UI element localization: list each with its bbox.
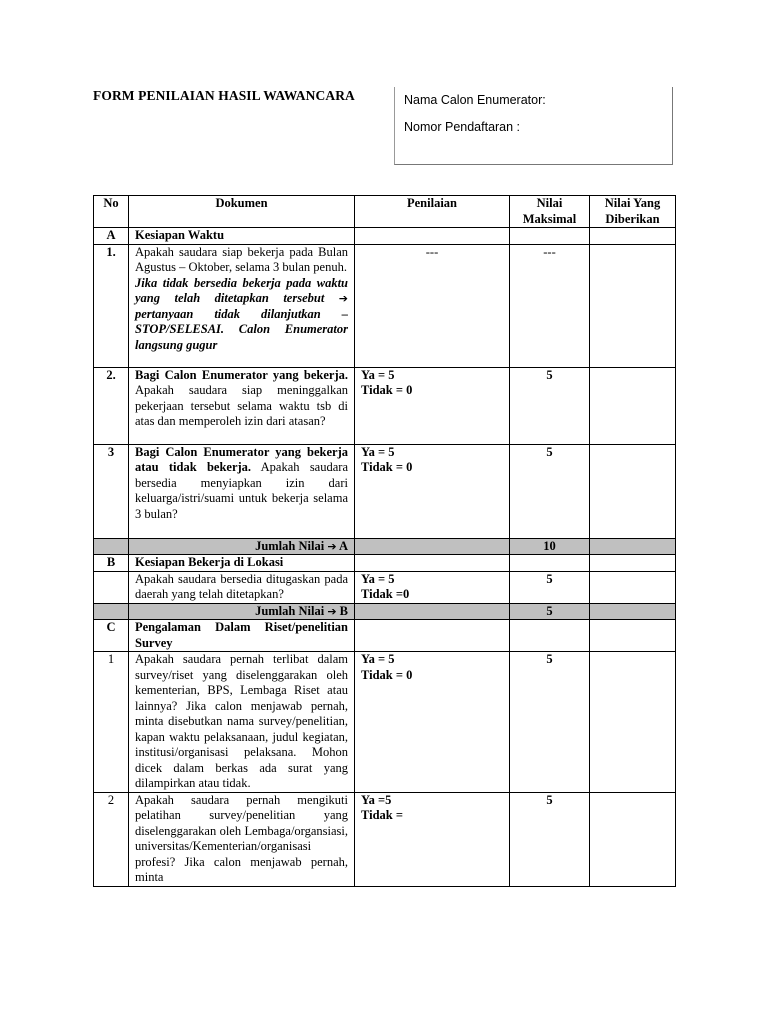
arrow-right-icon: ➔ [338,292,348,305]
section-b-title: Kesiapan Bekerja di Lokasi [129,555,355,572]
question-text: Apakah saudara siap bekerja pada Bulan Agustus – Oktober, selama 3 bulan penuh. [135,244,348,274]
table-row [94,244,676,367]
nilai-maksimal-cell: 5 [510,367,590,444]
nilai-maksimal-cell: 5 [510,652,590,793]
sum-label-b: Jumlah Nilai ➔ B [129,603,355,620]
penilaian-cell: Ya = 5 Tidak = 0 [355,367,510,444]
arrow-right-icon: ➔ [327,539,337,553]
sum-row-a [94,538,676,555]
nilai-maksimal-cell: --- [510,244,590,367]
header-penilaian: Penilaian [355,196,510,228]
question-cell [129,244,355,367]
nilai-diberikan-cell [590,792,676,886]
section-c-header-row [94,620,676,652]
assessment-table [93,195,676,887]
nilai-diberikan-cell [590,367,676,444]
candidate-info-box [394,87,673,165]
sum-label-a: Jumlah Nilai ➔ A [129,538,355,555]
question-cell: Apakah saudara pernah terlibat dalam survey/riset yang diselenggarakan oleh kementerian, BPS, Lembaga Riset atau lainnya? Jika calon menjawab pernah, minta disebutkan nama survey/penelitian, kapan waktu pelaksanaan, judul kegiatan, institusi/organisasi pelaksana. Mohon dicek dalam berkas ada surat yang dilampirkan atau tidak. [129,652,355,793]
section-c-letter: C [94,620,129,652]
section-a-letter: A [94,228,129,245]
nilai-maksimal-cell: 5 [510,444,590,538]
question-bold-lead: Bagi Calon Enumerator yang bekerja atau tidak bekerja. [135,444,348,474]
table-header-row [94,196,676,228]
penilaian-cell: --- [355,244,510,367]
section-a-title: Kesiapan Waktu [129,228,355,245]
row-number: 2 [94,792,129,886]
table-row [94,792,676,886]
section-b-header-row [94,555,676,572]
penilaian-cell: Ya = 5 Tidak = 0 [355,652,510,793]
table-row [94,571,676,603]
header-dokumen: Dokumen [129,196,355,228]
row-number: 3 [94,444,129,538]
question-bold-lead: Bagi Calon Enumerator yang bekerja. [135,367,348,382]
nilai-diberikan-cell [590,444,676,538]
table-row [94,652,676,793]
candidate-name-label: Nama Calon Enumerator: [404,93,546,107]
header-no: No [94,196,129,228]
penilaian-cell: Ya = 5 Tidak =0 [355,571,510,603]
arrow-right-icon: ➔ [327,604,337,618]
header-nilai-diberikan: Nilai Yang Diberikan [590,196,676,228]
nilai-diberikan-cell [590,244,676,367]
nilai-maksimal-cell: 5 [510,571,590,603]
nilai-maksimal-cell: 5 [510,792,590,886]
nilai-diberikan-cell [590,571,676,603]
header-nilai-maksimal: Nilai Maksimal [510,196,590,228]
table-row [94,444,676,538]
question-note-rest: pertanyaan tidak dilanjutkan – STOP/SELESAI. Calon Enumerator langsung gugur [135,306,348,352]
question-cell [129,444,355,538]
row-number: 1 [94,652,129,793]
sum-row-b [94,603,676,620]
question-cell: Apakah saudara bersedia ditugaskan pada daerah yang telah ditetapkan? [129,571,355,603]
row-number: 1. [94,244,129,367]
section-a-header-row [94,228,676,245]
question-cell [129,367,355,444]
registration-number-label: Nomor Pendaftaran : [404,120,521,134]
nilai-diberikan-cell [590,652,676,793]
sum-value-b: 5 [510,603,590,620]
form-title: FORM PENILAIAN HASIL WAWANCARA [93,88,355,103]
penilaian-cell: Ya = 5 Tidak = 0 [355,444,510,538]
question-text: Apakah saudara bersedia menyiapkan izin dari keluarga/istri/suami untuk bekerja selama 3 bulan? [135,460,348,521]
question-note: Jika tidak bersedia bekerja pada waktu yang telah ditetapkan tersebut [135,275,348,305]
sum-value-a: 10 [510,538,590,555]
question-cell: Apakah saudara pernah mengikuti pelatihan survey/penelitian yang diselenggarakan oleh Lembaga/organsiasi, universitas/Kementerian/organisasi profesi? Jika calon menjawab pernah, minta [129,792,355,886]
question-text: Apakah saudara siap meninggalkan pekerjaan tersebut selama waktu tsb di atas dan memperoleh izin dari atasan? [135,383,348,428]
section-b-letter: B [94,555,129,572]
penilaian-cell: Ya =5 Tidak = [355,792,510,886]
row-number: 2. [94,367,129,444]
table-row [94,367,676,444]
section-c-title: Pengalaman Dalam Riset/penelitian Survey [129,620,355,652]
